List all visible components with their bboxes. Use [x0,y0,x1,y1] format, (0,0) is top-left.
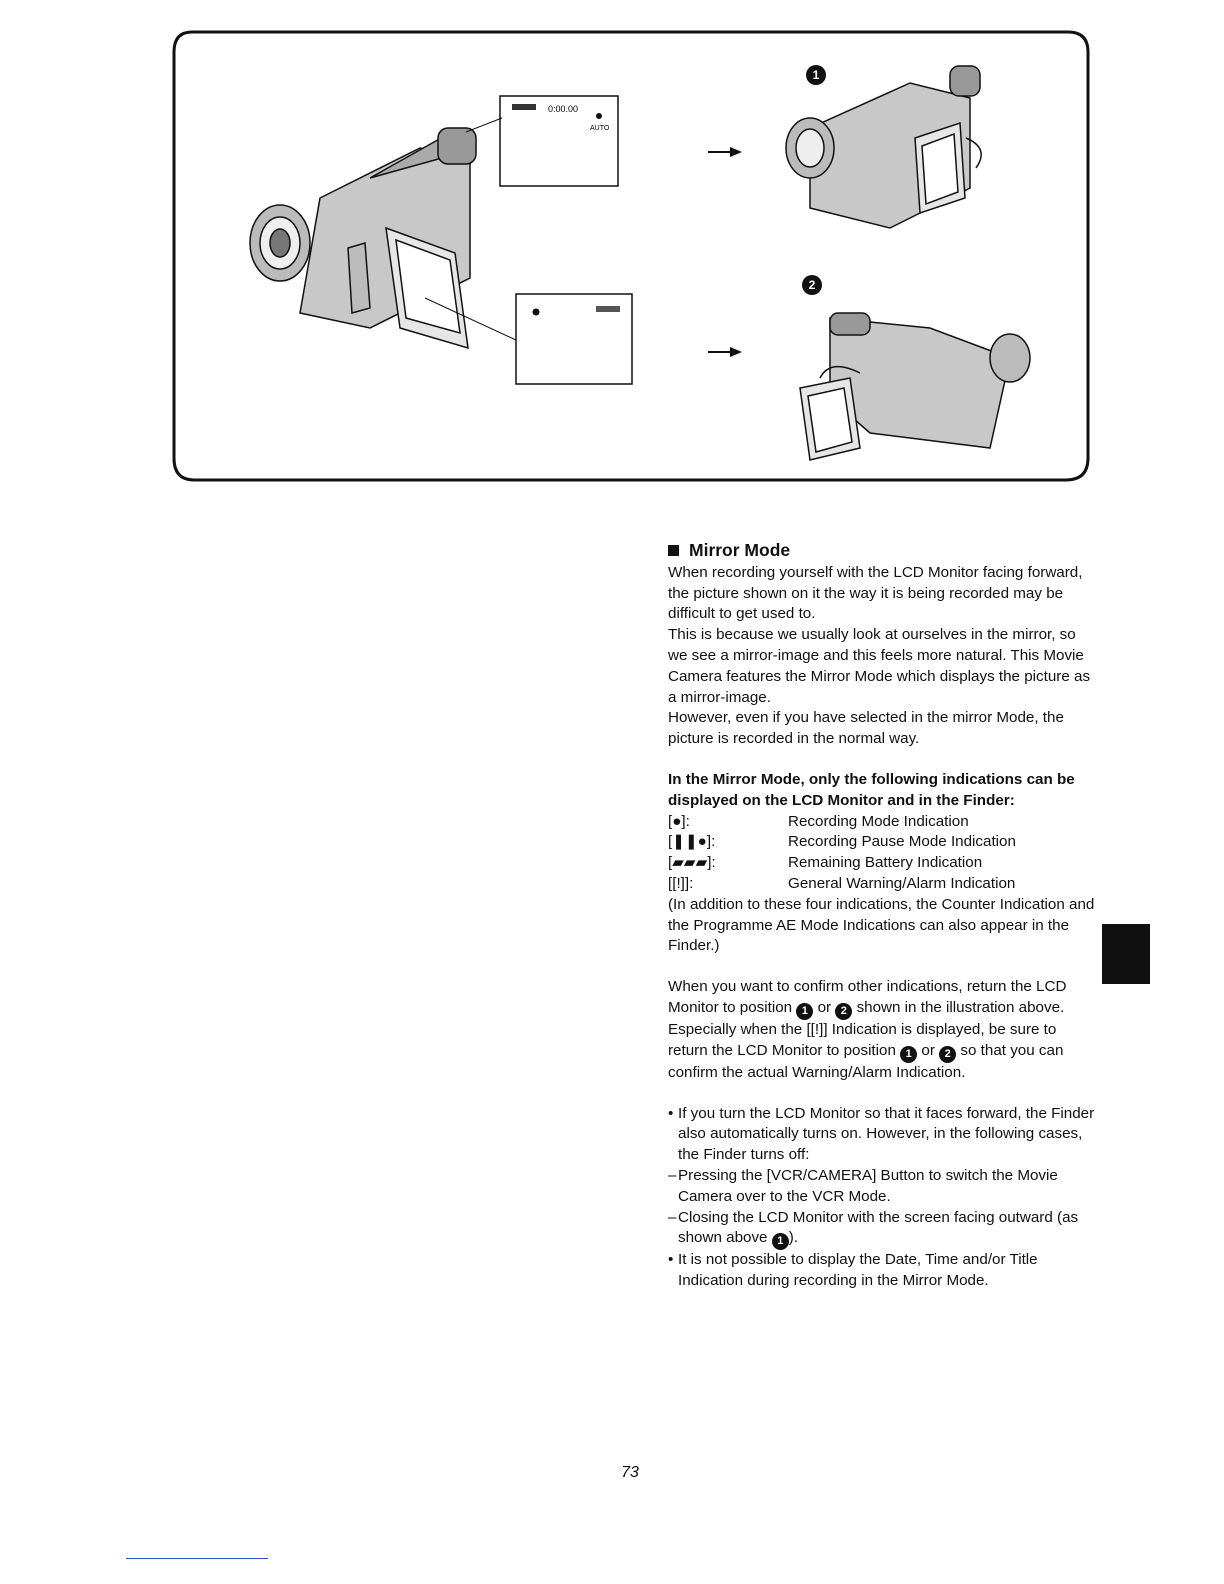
camcorder-main [250,118,516,348]
paragraph-1: When recording yourself with the LCD Monitor facing forward, the picture shown on it the way it is being recorded may be difficult to get used to. [668,563,1083,623]
paragraph-2: This is because we usually look at ourselves in the mirror, so we see a mirror-image and this feels more natural. This Movie Camera features the Mirror Mode which displays the picture as a mirror-image. [668,626,1091,706]
indication-desc: General Warning/Alarm Indication [788,874,1016,892]
indication-symbol: [❚❚●]: [668,833,716,851]
page-number: 73 [621,1464,639,1481]
record-dot-icon [533,309,540,316]
camcorder-position-1 [786,66,981,228]
battery-icon-2 [596,306,620,312]
footer-line [126,1558,268,1559]
position-2-label [802,275,822,295]
screen-mode: AUTO [590,125,610,132]
indication-row [668,812,1098,833]
indications-heading: In the Mirror Mode, only the following indications can be displayed on the LCD Monitor and in the Finder: [668,770,1075,809]
screen-top [500,96,618,186]
indication-symbol: [[!]]: [668,874,694,892]
indication-row [668,832,1098,853]
indication-desc: Recording Mode Indication [788,812,969,830]
bullet-item: • It is not possible to display the Date, Time and/or Title Indication during recording in the Mirror Mode. [668,1251,1038,1290]
confirm-paragraph: When you want to confirm other indications, return the LCD Monitor to position 1 or 2 shown in the illustration above. [668,977,1098,1020]
indication-row [668,853,1098,874]
camcorder-illustration [170,28,1092,484]
svg-text:2: 2 [808,278,816,292]
section-heading [668,540,1098,561]
text-column [668,540,1098,1292]
screen-bottom [516,294,632,384]
svg-text:1: 1 [812,68,820,82]
bullet-item: • If you turn the LCD Monitor so that it faces forward, the Finder also automatically turns on. However, in the following cases, the Finder turns off: [668,1104,1095,1164]
indication-desc: Recording Pause Mode Indication [788,833,1016,851]
number-2-icon: 2 [835,1003,852,1020]
section-title: Mirror Mode [689,540,791,560]
sub-item: – Closing the LCD Monitor with the screen facing outward (as shown above 1 ). [668,1208,1098,1251]
square-bullet-icon [668,545,679,556]
number-1-icon: 1 [796,1003,813,1020]
sub-item: – Pressing the [VCR/CAMERA] Button to switch the Movie Camera over to the VCR Mode. [668,1166,1058,1205]
paragraph-3: However, even if you have selected in the mirror Mode, the picture is recorded in the normal way. [668,709,1064,748]
indication-symbol: [▰▰▰]: [668,854,716,872]
position-1-label [806,65,826,85]
number-1-icon: 1 [772,1233,789,1250]
indication-row [668,874,1098,895]
indication-desc: Remaining Battery Indication [788,854,983,872]
number-1-icon: 1 [900,1046,917,1063]
number-2-icon: 2 [939,1046,956,1063]
arrow-top [708,147,742,157]
especially-paragraph: Especially when the [[!]] Indication is displayed, be sure to return the LCD Monitor to position 1 or 2 so that you can confirm the actual Warning/Alarm Indication. [668,1020,1064,1081]
arrow-bottom [708,347,742,357]
battery-icon [512,104,536,110]
screen-counter: 0:00.00 [548,104,579,114]
indication-symbol: [●]: [668,812,690,830]
section-tab-marker [1102,924,1150,984]
camcorder-position-2 [800,313,1030,460]
indications-note: (In addition to these four indications, the Counter Indication and the Programme AE Mode Indications can also appear in the Finder.) [668,895,1095,955]
